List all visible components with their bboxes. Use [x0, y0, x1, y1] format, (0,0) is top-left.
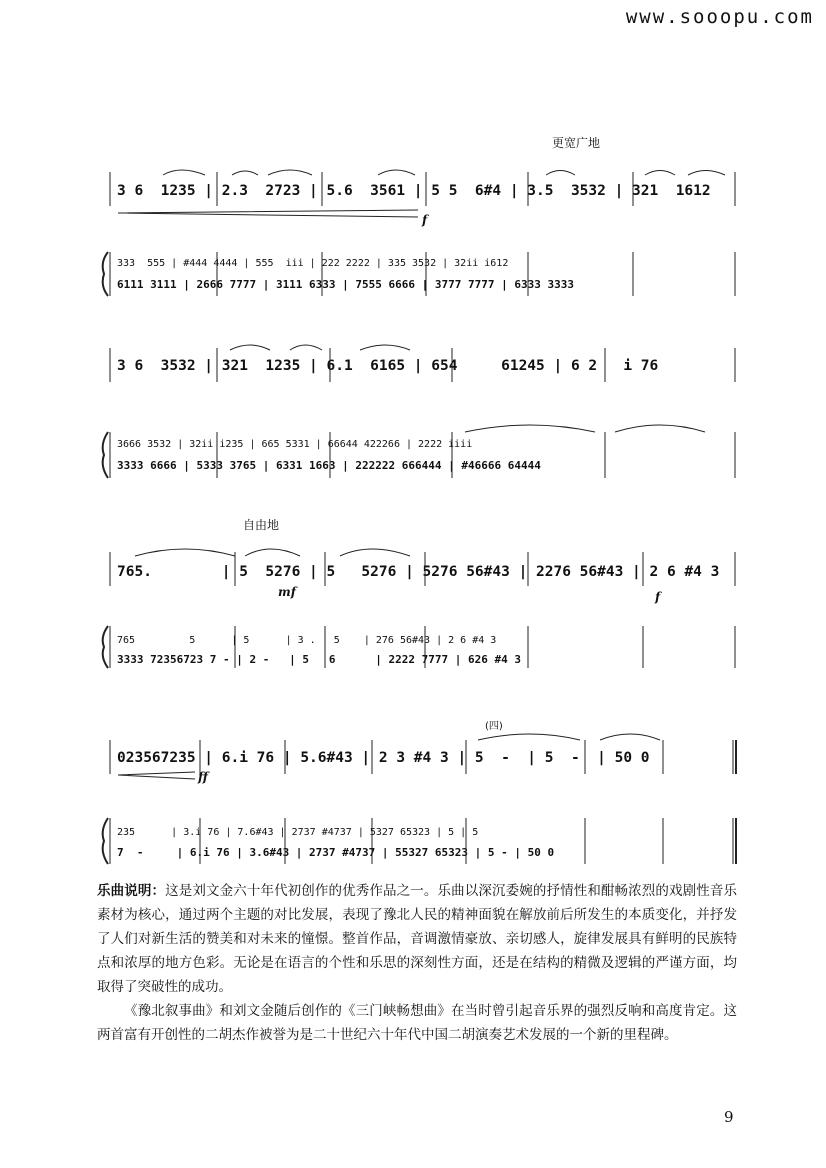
- accompaniment-upper: 3666 3532 | 32ii i235 | 665 5331 | 66644 422266 | 2222 iiii: [117, 439, 473, 450]
- description-label: 乐曲说明：: [97, 883, 166, 899]
- page-number: 9: [724, 1108, 734, 1126]
- dynamic-fortissimo: ff: [198, 770, 208, 784]
- dynamic-forte-2: f: [655, 590, 661, 604]
- accompaniment-upper: 765 5 | 5 | 3 . 5 | 276 56#43 | 2 6 #4 3: [117, 635, 497, 646]
- accompaniment-lower: 3333 6666 | 5333 3765 | 6331 1663 | 222222 666444 | #46666 64444: [117, 459, 541, 472]
- section-mark: (四): [485, 721, 503, 732]
- accompaniment-lower: 6111 3111 | 2666 7777 | 3111 6333 | 7555 6666 | 3777 7777 | 6333 3333: [117, 278, 574, 291]
- melody-line: 023567235 | 6.i 76 | 5.6#43 | 2 3 #4 3 | 5 - | 5 - | 50 0: [117, 750, 650, 766]
- accompaniment-lower: 7 - | 6.i 76 | 3.6#43 | 2737 #4737 | 55327 65323 | 5 - | 50 0: [117, 846, 555, 859]
- tempo-direction-free: 自由地: [243, 518, 280, 532]
- tempo-direction-broader: 更宽广地: [552, 136, 601, 150]
- melody-line: 765. | 5 5276 | 5 5276 | 5276 56#43 | 2276 56#43 | 2 6 #4 3: [117, 564, 720, 580]
- accompaniment-upper: 235 | 3.i 76 | 7.6#43 | 2737 #4737 | 5327 65323 | 5 | 5: [117, 827, 479, 838]
- description-paragraph-1: 这是刘文金六十年代初创作的优秀作品之一。乐曲以深沉委婉的抒情性和酣畅浓烈的戏剧性音乐素材为核心，通过两个主题的对比发展，表现了豫北人民的精神面貌在解放前后所发生的本质变化，并抒发了人们对新生活的赞美和对未来的憧憬。整首作品，音调激情豪放、亲切感人，旋律发展具有鲜明的民族特点和浓厚的地方色彩。无论是在语言的个性和乐思的深刻性方面，还是在结构的精微及逻辑的严谨方面，均取得了突破性的成功。: [97, 883, 738, 995]
- site-url: www.sooopu.com: [625, 6, 814, 28]
- melody-line: 3 6 3532 | 321 1235 | 6.1 6165 | 654 61245 | 6 2 i 76: [117, 358, 659, 374]
- description-paragraph-2: 《豫北叙事曲》和刘文金随后创作的《三门峡畅想曲》在当时曾引起音乐界的强烈反响和高度肯定。这两首富有开创性的二胡杰作被誉为是二十世纪六十年代中国二胡演奏艺术发展的一个新的里程碑。: [97, 1003, 737, 1043]
- melody-line: 3 6 1235 | 2.3 2723 | 5.6 3561 | 5 5 6#4 | 3.5 3532 | 321 1612: [117, 183, 711, 199]
- piece-description: [97, 879, 737, 1047]
- dynamic-mezzo-forte: mf: [278, 585, 296, 599]
- accompaniment-upper: 333 555 | #444 4444 | 555 iii | 222 2222 | 335 3532 | 32ii i612: [117, 258, 509, 269]
- dynamic-forte-1: f: [422, 213, 428, 227]
- accompaniment-lower: 3333 72356723 7 - | 2 - | 5 6 | 2222 7777 | 626 #4 3: [117, 653, 521, 666]
